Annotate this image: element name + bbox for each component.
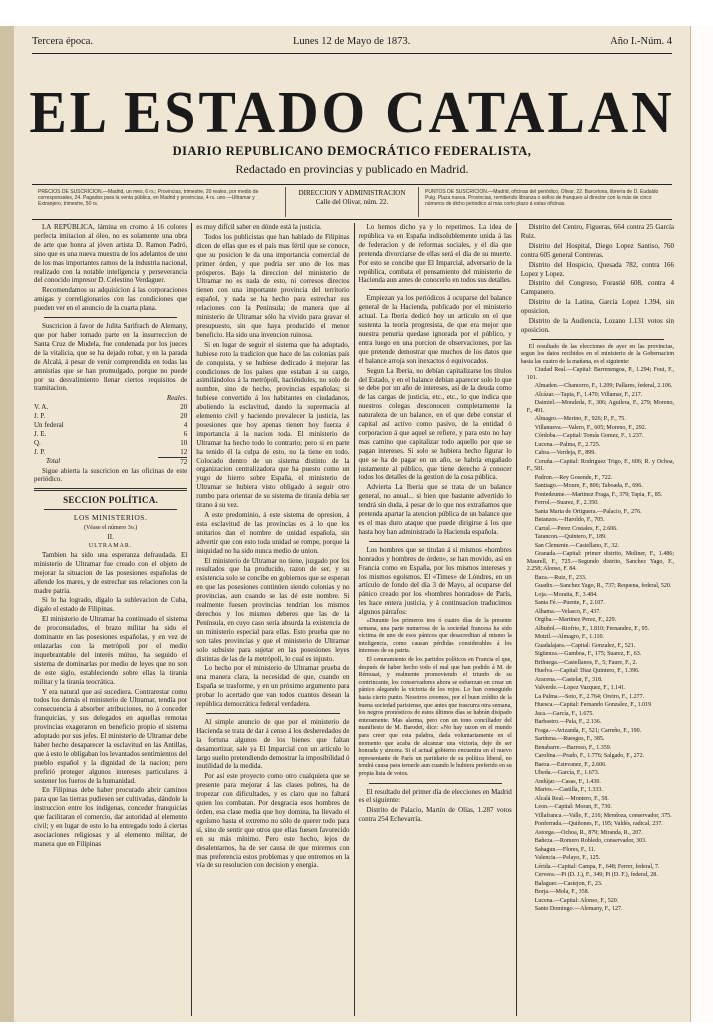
list-item: Valencia.—Pelayo, F., 125. <box>534 855 601 862</box>
article-paragraph: A este predominio, á este sistema de opresion, á esta esclavitud de las provincias es á lo que los unitarios dan el nombre de unidad española, sin advertir que con esto toda unidad se rompe, porque la iniquidad no ha sido nunca medio de union. <box>196 511 350 555</box>
masthead-tagline: Redactado en provincias y publicado en Madrid. <box>235 162 469 176</box>
list-item: Coruña.—Capital: Rodriguez Trigo, F., 606; R. y Ochoa, F., 581. <box>526 458 674 473</box>
subscription-notice: Suscricion á favor de Julita Sarifrach de Alemany, que por haber tomado parte en la insurreccion de Santa Cruz de Mudela, fue condenada por los jueces de la vitalicia, que se ha dejado robar, y en la parada de Alcalá, á pesar de venir comprendida en todas las amnistías que se han promulgado, porque no puede por su desvalimiento llenar ciertos requisitos de tramitacion. <box>34 322 188 393</box>
list-item: San Clemente.—Castellano, F., 32. <box>534 542 619 549</box>
article-note: (Véase el número 3o.) <box>83 525 138 532</box>
divider <box>369 289 502 290</box>
administration-address: Calle del Olivar, núm. 22. <box>315 198 389 206</box>
header-rule <box>32 53 672 54</box>
list-item: Baeza.—Estevanez, F., 2.606. <box>534 761 607 768</box>
article-paragraph: es muy difícil saber en dónde está la justicia. <box>196 223 322 231</box>
list-item: Padron.—Rey Gosende, F., 722. <box>534 474 613 481</box>
book-spine <box>0 26 14 1022</box>
list-item: Pontedeume.—Martinez Fraga, F., 379; Tapia, F., 85. <box>534 491 663 498</box>
divider <box>44 317 177 318</box>
election-result: Distrito de la Latina, García Lopez 1.394, sin oposicion. <box>520 298 674 316</box>
list-item: Brihuega.—Castellanos, F., 5; Faure, F., 2. <box>534 659 637 666</box>
list-item: Córdoba.—Capital: Tomás Gomez, F., 1.237. <box>534 433 644 440</box>
subscription-list <box>34 403 187 466</box>
list-item: Barbastro.—Pala, F., 2.136. <box>534 719 602 726</box>
list-item: Cabra.—Verdeja, F., 899. <box>534 450 596 457</box>
announcement-recommendation: Recomendamos su adquisicion á las corporaciones amigas y correligionarios con las condiciones que pueden ver en el anuncio de la cuarta plana. <box>34 286 188 313</box>
infobar-top-rule <box>32 184 672 185</box>
provincial-results <box>521 367 674 914</box>
masthead-subtitle: DIARIO REPUBLICANO DEMOCRÁTICO FEDERALISTA, <box>172 144 532 158</box>
article-paragraph: Todos los publicistas que han hablado de Filipinas dicen de ellas que es el país mas fértil que se conoce, que su posicion le da una importancia comercial de primer órden, y que podría ser uno de los mas prósperos. Bajo la direccion del ministerio de Ultramar no es nada de esto, ni corresos directos tienen con una importante provincia del territorio español, y nada se ha hecho para estrechar sus relaciones con la Península; de manera que al ministerio de Ultramar sólo ha vivido para gravar el presupuesto, sin que haya producido el menor beneficio. Ha sido una invencion ruinosa. <box>196 232 350 339</box>
epoch-label: Tercera época. <box>32 36 94 47</box>
list-item: Balaguer.—Castejon, F., 23. <box>534 880 603 887</box>
list-item: Guadix.—Sanchez Yago, R., 737; Requena, federal, 520. <box>534 583 672 590</box>
section-divider <box>34 488 187 491</box>
article-paragraph: Y era natural que así sucediera. Contrarestar como todos los demás el ministerio de Ultramar, tendía por consecuencia á absorber atribuciones, no á conceder franquicias, y sus delegados en aquellas remotas provincias exageraron en beneficio propio el sistema adoptado por sus jefes. El ministerio de Ultramar debe haber hecho desaparecer la esclavitud en las Antillas, que á esto le obligaban los levantados sentimientos del pueblo español y la dignidad de la nacion; pero prefirió proteger algunos intereses particulares á sostener los fueros de la humanidad. <box>34 687 188 785</box>
article-paragraph: El resultado del primer día de elecciones en Madrid es el siguiente: <box>358 787 512 805</box>
divider <box>44 509 177 510</box>
article-paragraph: Advierta La Iberia que se trata de un balance general, no anual... si bien que bastante advertido lo tendrá sin duda, á pesar de lo que nos extrañamos que pretenda apartar la atencion pública de un balance que es el mas duro ataque que puede dirigirse á los que hasta hoy han administrado la Hacienda española. <box>358 483 512 536</box>
total-row: Total 72 <box>46 457 188 466</box>
list-item: Andújar.—Casas, F., 1.430. <box>534 778 601 785</box>
list-item: Villafranca.—Valle, F., 216; Mendoza, conservador, 375. <box>534 812 672 819</box>
announcement-lamina: LA REPÚBLICA, lámina en cromo á 16 colores perfecta imitacion al óleo, no es solamente una obra de arte que honra al jóven artista D. Ramon Padró, sino que es una nueva muestra de los adelantos de uno de los mas importantes ramos de la industria nacional, realizado con la notable inteligencia y perseverancia del conocido impresor D. Celestino Verdaguer. <box>34 223 188 285</box>
list-item: Baza.—Ruiz, F., 233. <box>534 574 587 581</box>
list-item: Lérida.—Capital: Campa, F., 648; Ferrer, federal, 7. <box>534 863 660 870</box>
list-item: Jaca.—García, F., 1.675. <box>534 710 594 717</box>
article-paragraph: Si en lugar de seguir el sistema que ha adoptado, hubiese roto la tradicion que hace de las colonias país de conquista, y se hubiese dedicado á mejorar las condiciones de los países que estaban á su cargo, asimilándolos á la metrópoli, haciéndoles, no solo de nombre, sino de hecho, provincias españolas; si hubiese convertido á los habitantes en ciudadanos, aboliendo la esclavitud, dando la supremacía al elemento civil y haciendo prevalecer la justicia, las posesiones que hoy apenas tienen hoy fuerza é importancia á la nacion toda. El ministerio de Ultramar ha hecho todo lo contrario; pero si en parte ha tenido él la culpa de esto, no la tiene en todo. Colocado dentro de un sistema distinto de la organizacion centralizadora que ha puesto como un yugo de hierro sobre España, el ministerio de Ultramar se hubiera visto obligado á seguir otro rumbo para orientar de su sistema de tiranía debía ser tirano á su vez. <box>196 340 350 510</box>
list-item: Santa Marta de Ortiguera.—Palacio, F., 276. <box>534 508 642 515</box>
article-columns <box>30 223 678 1016</box>
article-part: II. <box>107 533 114 542</box>
election-result: Distrito del Congreso, Forastié 608, contra 4 Campanero. <box>520 279 674 297</box>
reales-label: Reales. <box>166 394 188 403</box>
list-item: Ubeda.—García, F., 1.673. <box>534 770 600 777</box>
article-paragraph: Por así este proyecto como otro cualquiera que se presente para mejorar á las clases pobres, ha de tropezar con dificultades, y es claro que no faltará quien los combatan. Por desgracia esos hombres de órden, esa clase media que hoy domina, ha llevado el egoísmo hasta el extremo no sólo de querer todo para sí, sino de sentir que otros que ellas fuesen favorecido en su más mínimo. Pero este hecho, lejos de desalentarnos, ha de ser causa de que miremos con mas preferencia estos problemas y que entremos en la vía de su resolucion con decision y energía. <box>196 772 350 870</box>
article-paragraph: Lo hemos dicho ya y lo repetimos. La idea de república va en España indisolublemente unida á las de federacion y de reformas sociales, y el día que pretenda divorciarse de ellas será el día de su muerte. Por esto se concibe que El Imparcial, adversario de la república, combata el pensamiento del ministerio de Hacienda aun antes de conocerlo en todos sus detalles. <box>358 223 512 285</box>
list-item: Benabarre.—Barroso, F., 1.359. <box>534 744 612 751</box>
election-result: Distrito del Hospital, Diego Lopez Santiso, 760 contra 605 general Contreras. <box>520 241 674 259</box>
column-2 <box>191 223 353 1016</box>
list-item: Almagro.—Merino, F., 926; P., F., 75. <box>534 416 626 423</box>
list-item: Ciudad Real.—Capital: Barrenengoa, P., 1.294; Fout, F., 101. <box>526 367 674 381</box>
list-item: Lucena.—Palma, F., 2.725. <box>534 441 601 448</box>
list-item: J. P. 20 <box>34 412 188 421</box>
list-item: Alcalá Real.—Montero, F., 58. <box>534 795 609 802</box>
list-item: Sahagun.—Flores, F., 11. <box>534 846 596 853</box>
list-item: Carral.—Perez Costales, F., 2.606. <box>534 525 618 532</box>
quoted-paragraph: «Durante los primeros tres ó cuatro días de la presente semana, una parte numerosa de la sociedad francesa ha sido víctima de uno de esos pánicos que desacreditan al mismo la inteligencia, como causan pérdidas considerables á los intereses de su patria. <box>358 618 512 655</box>
newspaper-page <box>14 26 690 1022</box>
list-item: Un federal 4 <box>34 421 188 430</box>
list-item: Orgiba.—Martinez Perez, F., 229. <box>534 617 617 624</box>
list-item: Aracena.—Castelar, F., 318. <box>534 676 603 683</box>
list-item: Huesca.—Capital: Fernando Gonzalez, F., 1.019 <box>534 702 652 709</box>
article-paragraph: En Filipinas debe haber procurado abrir caminos para que las tierras pudiesen ser cultivadas, dándole la instruccion entre los indígenas, conceder franquicias que facilitaran el comercio, dar autoridad al elemento civil; y en lugar de esto lo ha entregado todo á ciertas asociaciones religiosas y al elemento militar, de manera que en Filipinas <box>34 786 188 848</box>
date-label: Lunes 12 de Mayo de 1873. <box>292 36 411 47</box>
article-paragraph: Al simple anuncio de que por el ministerio de Hacienda se trata de dar á censo á los desheredados de la fortuna algunos de los bienes que faltan desamortizar, sale ya El Imparcial con un artículo lo largo suelto pretendiendo demostrar la imposibilidad ó inutilidad de la medida. <box>196 717 350 771</box>
list-item: Martos.—Castilla, F., 1.333. <box>534 787 603 794</box>
article-paragraph: Lo hecho por el ministerio de Ultramar prueba de una manera clara, la necesidad de que, cuando en España se trasforme, y en un próximo argumento para probar lo acertado que van todos cuantos desean la república democrática federal verdadera. <box>196 664 350 709</box>
divider <box>369 783 502 784</box>
subscription-infobar <box>32 187 672 217</box>
column-4 <box>516 223 678 1016</box>
article-paragraph: Si lo ha logrado, dígalo la sublevacion de Cuba, dígalo el estado de Filipinas. <box>34 596 188 614</box>
list-item: Almaden.—Chamorro, F., 1.209; Pallares, federal, 2.106. <box>534 383 673 390</box>
masthead-title: EL ESTADO CATALAN <box>29 80 675 146</box>
election-result: Distrito del Centro, Figueras, 664 contra 25 García Ruiz. <box>520 223 674 240</box>
article-paragraph: Tambien ha sido una esperanza defraudada. El ministerio de Ultramar fue creado con el objeto de mejorar la situacion de las posesiones españolas de allende los mares, y de estrechar sus relaciones con la madre patria. <box>34 550 188 595</box>
list-item: Santa Fé.—Puente, F., 2.107. <box>534 600 605 607</box>
list-item: Huelva.—Capital: Diaz Quintero, F., 1.396. <box>534 668 640 675</box>
list-item: Lucena.—Capital: Alonso, F., 520. <box>534 897 619 904</box>
list-item: J. E. 6 <box>34 429 188 438</box>
page-margin <box>690 26 713 1022</box>
administration-box <box>285 187 419 217</box>
subscription-points: PUNTOS DE SUSCRICION.—Madrid, oficinas del periódico, Olivar, 22. Barcelona, librería de D. Eudaldo Puig. Plaza nueva. Provincias, remitiendo libranza o sellos de franqueo al director con la más de cinco números de dicho periodico al más corto plazo á estas oficinas. <box>425 189 659 207</box>
list-item: Borja.—Mola, F., 358. <box>534 889 590 896</box>
section-title: SECCION POLÍTICA. <box>63 495 159 506</box>
article-subtitle: ULTRAMAR. <box>88 543 133 549</box>
list-item: Albuñol.—Riofrio, F., 1.810; Fernandez, F., 95. <box>534 625 650 632</box>
subscription-prices: PRECIOS DE SUSCRICION.—Madrid, un mes, 6 rs.; Provincias, trimestre, 20 reales, por medio de corresponsales, 24. Pagados para la venta pública, en Madrid y provincias, 4 rs. uno.—Ultramar y Extranjero, trimestre, 50 rs. <box>38 189 259 207</box>
administration-title: DIRECCION Y ADMINISTRACION <box>298 189 406 197</box>
list-item: Fraga.—Avizanda, F., 521; Carreño, F., 190. <box>534 727 642 734</box>
list-item: Tarancon.—Quintero, F., 189. <box>534 534 607 541</box>
list-item: Loja.—Moraita, F., 3.484. <box>534 591 598 598</box>
article-paragraph: Los hombres que se titulan á sí mismos «hombres honrados y hombres de órden», se han movido, así en Francia como en España, por los mismos intereses y los mismos egoísmos. El «Times» de Lóndres, en un artículo de fondo del día 3 de Mayo, al ocuparse del pánico creado por los «hombres honrados» de París, les hace entera justicia, y á continuacion traducimos algunos párrafos: <box>358 545 512 617</box>
list-item: Carolina.—Prado, F., 1.776; Salgado, F., 272. <box>534 753 645 760</box>
list-item: Villanueva.—Valero, F., 605; Moreno, F., 292. <box>534 424 647 431</box>
divider <box>206 713 339 714</box>
list-item: Valverde.—Lopez Vazquez, F., 1.141. <box>534 685 626 692</box>
article-title: LOS MINISTERIOS. <box>73 513 148 523</box>
list-item: Daimiel.—Moraleda, F., 306; Aguilera, F., 279; Moreno, F., 491. <box>526 400 674 414</box>
list-item: Alcázar.—Tapia, F., 1.470; Villamar, F., 217. <box>534 391 643 398</box>
list-item: Santiago.—Moure, F., 806; Taboada, F., 696. <box>534 483 643 490</box>
results-intro: El resultado de las elecciones de ayer en las provincias, segun los datos recibidos en el ministerio de la Gobernacion hasta las cuatro de la mañana, es el siguiente: <box>520 343 674 365</box>
column-1 <box>30 223 191 1016</box>
list-item: Cervera.—Pi (D. J.), F., 349; Pi (D. F.), federal, 28. <box>534 872 658 879</box>
list-item: Alhama.—Velasco, F., 437. <box>534 608 601 615</box>
list-item: Motril.—Almagro, F., 1.110. <box>534 634 605 641</box>
list-item: Q. 10 <box>34 438 188 447</box>
article-paragraph: Distrito de Palacio, Martín de Olías, 1.287 votos contra 254 Echevarría. <box>358 806 512 824</box>
list-item: Granada.—Capital: primer distrito, Moliner, F., 1.486; Maurell, F., 725.—Segundo distrito, Sanchez Yago, F., 2.258; Alonso, F. 84. <box>526 551 674 573</box>
list-item: Bañeza.—Romero Robledo, conservador, 303. <box>534 838 647 845</box>
list-item: Sariñena.—Ruesgos, F., 385. <box>534 736 605 743</box>
list-item: Guadalajara.—Capital: Gonzalez, F., 521. <box>534 642 636 649</box>
list-item: V. A. 20 <box>34 403 188 412</box>
list-item: La Palma.—Soto, F., 2.764; Oreiro, F., 1.277. <box>534 693 645 700</box>
list-item: Ferrol.—Suarez, F., 2.350. <box>534 500 599 507</box>
article-paragraph: El ministerio de Ultramar ha continuado el sistema de proconsulados, el brazo militar ha sido el dominante en las posesiones españolas, y en vez de enlazarlas con la metrópoli por el medio inquebrantable del interés mútuo, ha seguido el sistema de dominarlas por medio de leyes que no son de este siglo, estableciendo sobre ellas la tiranía militar y la tiranía teocrática. <box>34 615 188 686</box>
list-item: Leon.—Capital: Moran, F., 730. <box>534 804 612 811</box>
article-paragraph: Segun La Iberia, no debían capitalizarse los títulos del Estado, y en el balance debían aparecer solo lo que se debe por un año de intereses, así de la deuda como de las cargas de justicia, etc., etc., lo que indica que nuestros colegas desconocen completamente la naturaleza de un balance, en el que debe constar el capital así activo como pasivo, de la entidad ó corporacion á que aquel se refiere, y para esto no hay mas camino que capitalizar todo aquello por que se pagan intereses. Si solo se hubiera hecho figurar lo que se ha de pagar en un año, se habría engañado justamente al público, que tiene derecho á conocer todos los detalles de la gestion de la cosa pública. <box>358 366 512 482</box>
election-result: Distrito del Hospicio, Quesada 782, contra 166 Lopez y Lopez. <box>520 260 674 278</box>
infobar-bottom-rule <box>32 219 672 220</box>
column-3 <box>354 223 516 1016</box>
article-paragraph: El ministerio de Ultramar no tiene, juzgado por los resultados que ha producido, razon de ser, y su existencia solo se concibe en gobiernos que se esperan en que las posesiones continúen siendo colonias y no provincias, aun cuando se las dé este nombre. Si realmente fuesen provincias tendrían los mismos derechos y los mismos deberes que las de la Península, en cuyo caso sería absurda la existencia de un ministerio especial para ellas. Esto prueba que no son tales provincias y que el ministerio de Ultramar solo subsiste para sujetar en las posesiones leyes distintas de las de la metrópoli, lo cual es injusto. <box>196 556 350 663</box>
list-item: J. P. 12 <box>34 447 188 456</box>
election-result: Distrito de la Audiencia, Lozano 1.131 votos sin oposicion. <box>520 317 674 334</box>
list-item: Ponferrada.—Quiñones, F., 195; Valdés, radical, 237. <box>534 821 663 828</box>
list-item: Santo Domingo.—Alemany, F., 127. <box>534 906 623 913</box>
divider <box>531 339 664 340</box>
article-paragraph: Empiezan ya los periódicos á ocuparse del balance general de la Hacienda, publicado por el ministerio actual. La Iberia dedicó hoy un artículo en el que sustenta la teoría progresista, de que era mejor que nuestra penuria quedase ignorada por el público, y entra luego en una porcion de observaciones, por las que pretende demostrar que muchos de los datos que el balance arroja son inexactos ó equivocados. <box>358 294 512 365</box>
issue-label: Año I.-Núm. 4 <box>610 36 672 47</box>
divider <box>369 541 502 542</box>
quoted-paragraph: El cenuramiento de los partidos políticos en Francia el que, después de haber hecho todo el mal que han podido á M. de Rémusat, y realmente promoviendo el triunfo de su contrincante, los conservadores ahora se esfuerzan en crear un pánico alegando la victoria de los rojos. Lo han conseguido hasta cierto punto. Nosotros creemos, por el buen crédito de la buena sociedad parisiense, que antes que trascurra otra semana, los negros pronósticos de estos últimos días se habrán disipado enteramente. Mas alarma, pero con un tono conciliador del manifiesto de M. Barodet, dice: «No hay razon en el mundo para creer que esta palabra, dada voluntariamente en el momento que acaba de alcanzar una victoria, deje de ser honrada y sincera. Si el actual gobierno encuentra en el nuevo representante de París un partidario de su política liberal, no tendrá causa para temerle aun cuando le hubiera preferido en su propia lista de votos. <box>358 657 512 777</box>
subscription-open-note: Sigue abierta la suscricion en las oficinas de este periódico. <box>34 466 188 484</box>
header-line <box>32 36 672 47</box>
list-item: Astorga.—Ochoa, R., 879; Miranda, R., 207. <box>534 829 643 836</box>
list-item: Sigüenza.—Gamboa, F., 175; Suarez, F., 63. <box>534 651 642 658</box>
list-item: Betanzos.—Haroldo, F., 705. <box>534 517 605 524</box>
